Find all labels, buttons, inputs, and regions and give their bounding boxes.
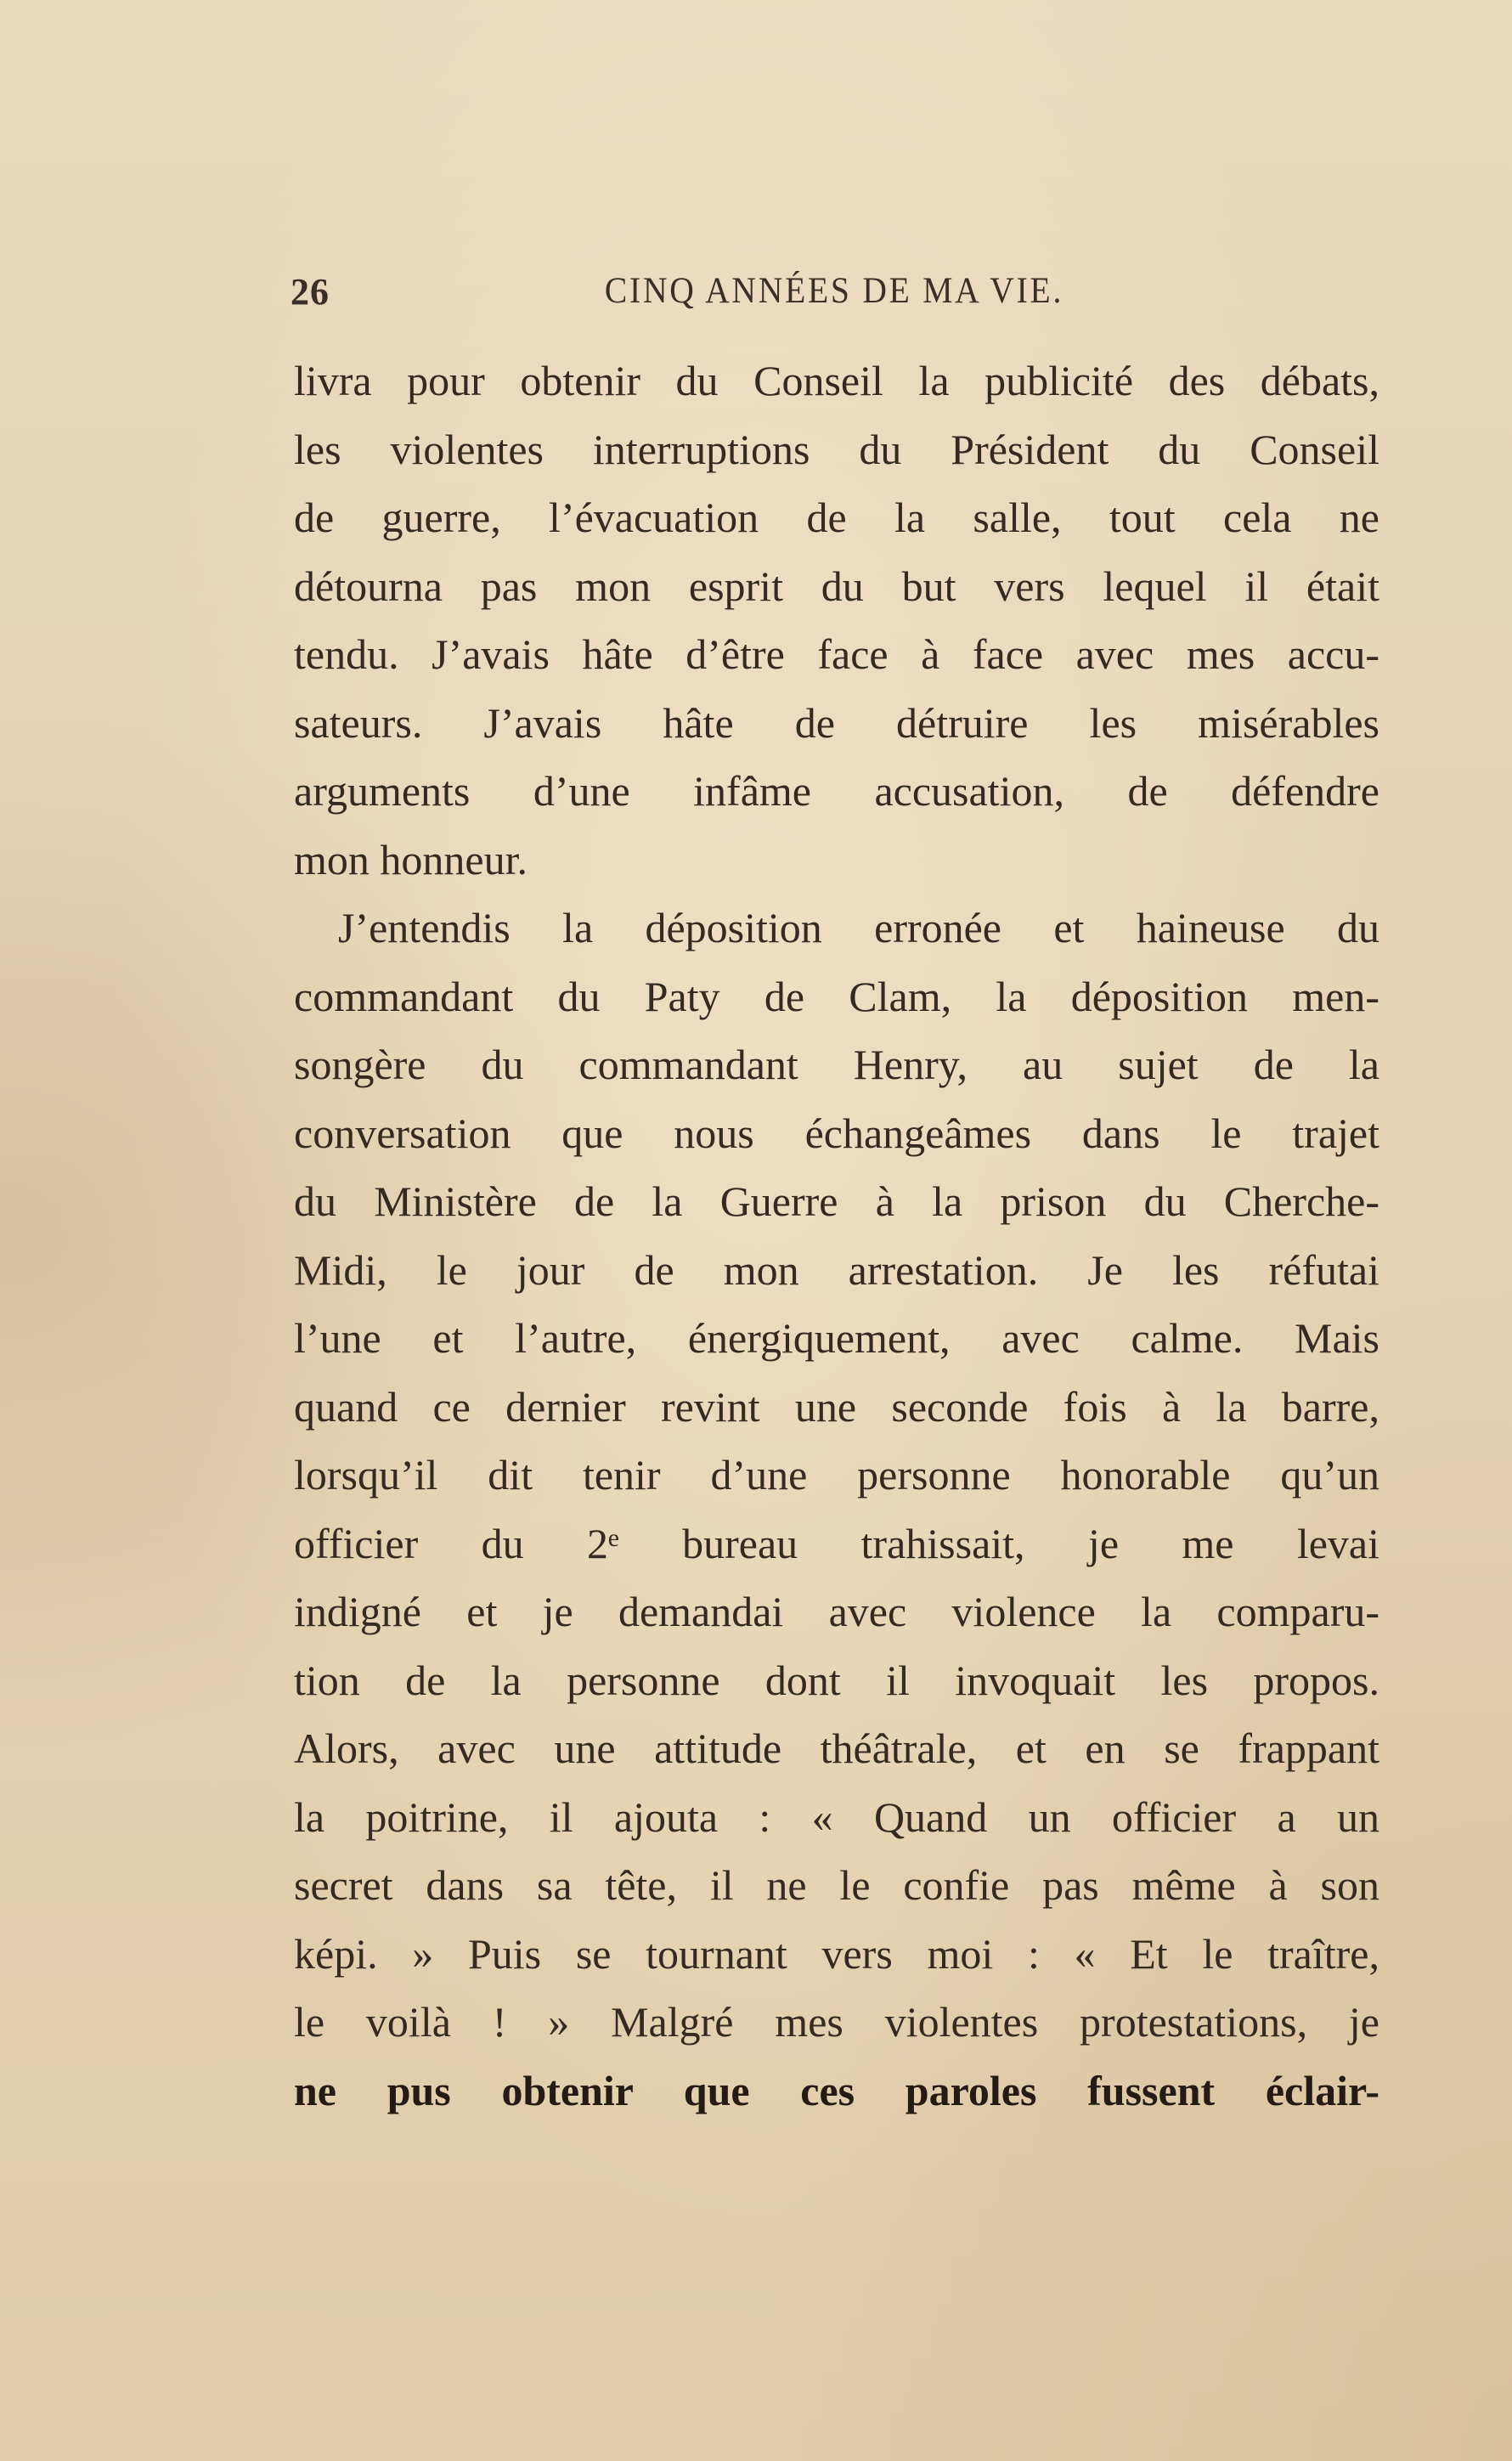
text-line: quand ce dernier revint une seconde fois à la barre, [294, 1382, 1379, 1431]
text-line: Alors, avec une attitude théâtrale, et en se frappant [294, 1724, 1379, 1772]
text-line: tion de la personne dont il invoquait les propos. [294, 1656, 1379, 1704]
text-line: livra pour obtenir du Conseil la publicité des débats, [294, 357, 1379, 404]
text-line: conversation que nous échangeâmes dans le trajet [294, 1109, 1379, 1157]
text-line: l’une et l’autre, énergiquement, avec calme. Mais [294, 1314, 1379, 1362]
text-line: lorsqu’il dit tenir d’une personne honorable qu’un [294, 1451, 1379, 1499]
text-line: secret dans sa tête, il ne le confie pas même à son [294, 1861, 1379, 1909]
text-line: songère du commandant Henry, au sujet de la [294, 1041, 1379, 1088]
running-title: CINQ ANNÉES DE MA VIE. [604, 271, 1064, 311]
text-line: du Ministère de la Guerre à la prison du Cherche- [294, 1177, 1379, 1225]
text-line: la poitrine, il ajouta : « Quand un officier a un [294, 1792, 1379, 1841]
text-line: sateurs. J’avais hâte de détruire les misérables [294, 698, 1379, 747]
text-line: J’entendis la déposition erronée et haineuse du [338, 904, 1379, 951]
text-line: arguments d’une infâme accusation, de défendre [294, 767, 1379, 815]
text-line: tendu. J’avais hâte d’être face à face avec mes accu- [294, 630, 1379, 678]
body-text [294, 347, 1379, 2125]
text-line: képi. » Puis se tournant vers moi : « Et le traître, [294, 1929, 1379, 1978]
text-line: commandant du Paty de Clam, la déposition men- [294, 972, 1379, 1020]
text-line: détourna pas mon esprit du but vers lequel il était [294, 562, 1379, 610]
text-line: de guerre, l’évacuation de la salle, tout cela ne [294, 494, 1379, 541]
text-line: Midi, le jour de mon arrestation. Je les réfutai [294, 1245, 1379, 1294]
page-header [291, 270, 1378, 321]
page-number: 26 [291, 271, 330, 313]
text-line: officier du 2ᵉ bureau trahissait, je me levai [294, 1519, 1379, 1567]
text-line: les violentes interruptions du Président du Conseil [294, 425, 1379, 473]
text-line: mon honneur. [294, 835, 528, 883]
text-line: le voilà ! » Malgré mes violentes protestations, je [294, 1998, 1379, 2046]
text-line: ne pus obtenir que ces paroles fussent éclair- [294, 2066, 1379, 2114]
text-line: indigné et je demandai avec violence la comparu- [294, 1588, 1379, 1635]
